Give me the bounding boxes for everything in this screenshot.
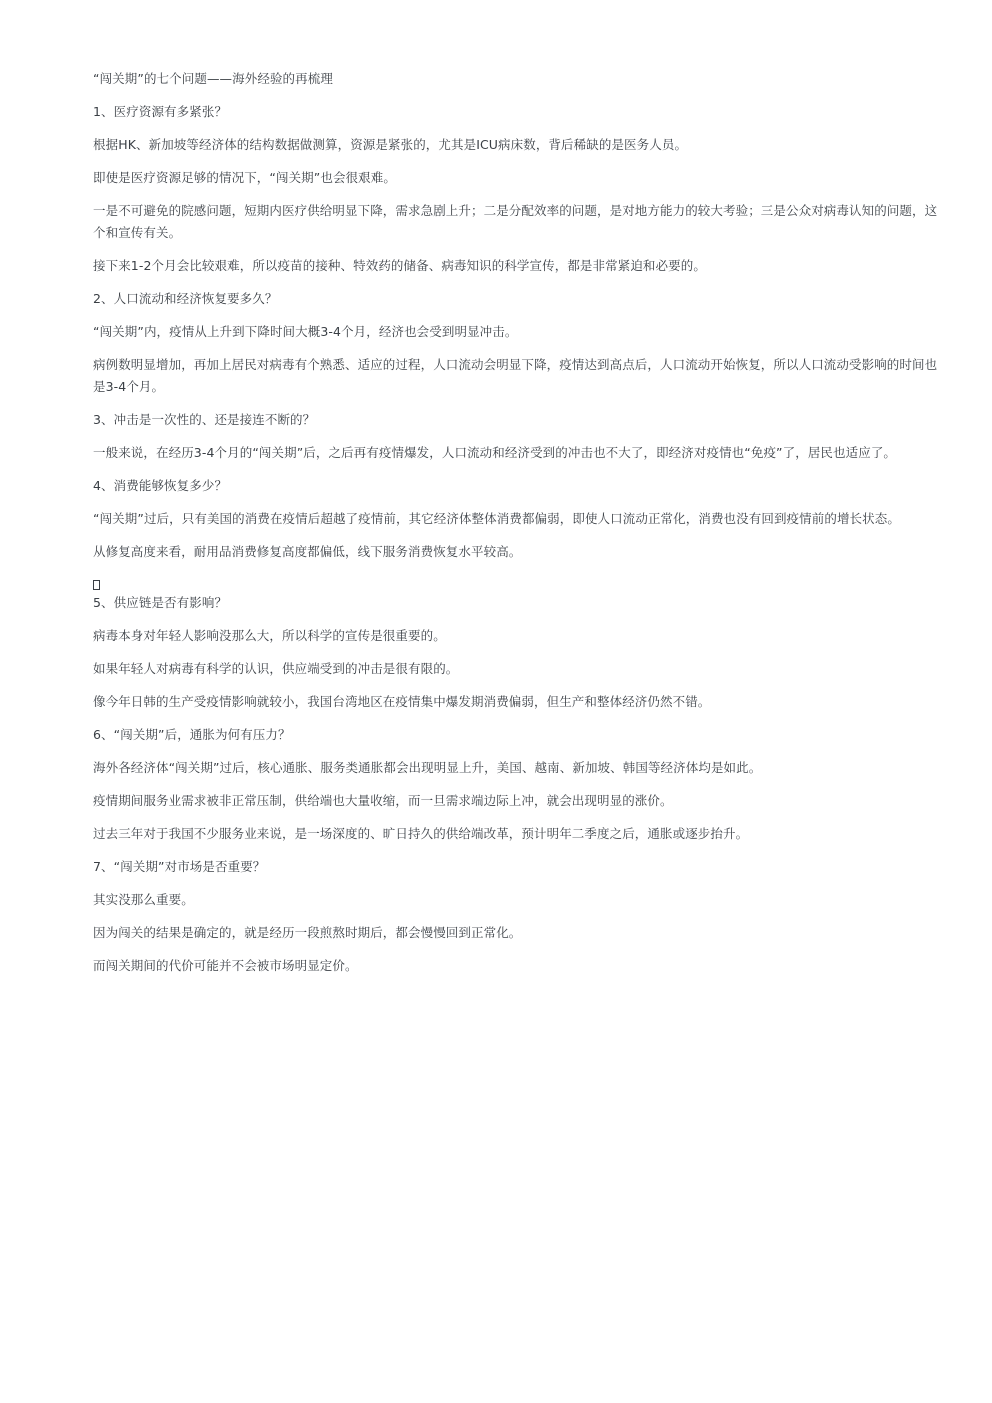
question-heading-4: 4、消费能够恢复多少？	[93, 478, 228, 493]
paragraph: 疫情期间服务业需求被非正常压制，供给端也大量收缩，而一旦需求端边际上冲，就会出现明显的涨价。	[93, 793, 673, 808]
paragraph: 病例数明显增加，再加上居民对病毒有个熟悉、适应的过程，人口流动会明显下降，疫情达到高点后，人口流动开始恢复，所以人口流动受影响的时间也是3-4个月。	[93, 357, 938, 394]
missing-glyph-box-icon	[93, 580, 100, 590]
paragraph: 如果年轻人对病毒有科学的认识，供应端受到的冲击是很有限的。	[93, 661, 459, 676]
paragraph: 因为闯关的结果是确定的，就是经历一段煎熬时期后，都会慢慢回到正常化。	[93, 925, 522, 940]
question-heading-1: 1、医疗资源有多紧张？	[93, 104, 228, 119]
question-heading-6: 6、“闯关期”后，通胀为何有压力？	[93, 727, 291, 742]
question-heading-5: 5、供应链是否有影响？	[93, 595, 228, 610]
paragraph: 根据HK、新加坡等经济体的结构数据做测算，资源是紧张的，尤其是ICU病床数，背后稀缺的是医务人员。	[93, 137, 688, 152]
paragraph: 病毒本身对年轻人影响没那么大，所以科学的宣传是很重要的。	[93, 628, 446, 643]
paragraph: 其实没那么重要。	[93, 892, 194, 907]
paragraph: 像今年日韩的生产受疫情影响就较小，我国台湾地区在疫情集中爆发期消费偏弱，但生产和整体经济仍然不错。	[93, 694, 711, 709]
paragraph: 海外各经济体“闯关期”过后，核心通胀、服务类通胀都会出现明显上升，美国、越南、新加坡、韩国等经济体均是如此。	[93, 760, 762, 775]
paragraph: 一般来说，在经历3-4个月的“闯关期”后，之后再有疫情爆发，人口流动和经济受到的冲击也不大了，即经济对疫情也“免疫”了，居民也适应了。	[93, 445, 897, 460]
document-body	[93, 68, 945, 988]
paragraph: “闯关期”内，疫情从上升到下降时间大概3-4个月，经济也会受到明显冲击。	[93, 324, 518, 339]
paragraph: 一是不可避免的院感问题，短期内医疗供给明显下降，需求急剧上升；二是分配效率的问题，是对地方能力的较大考验；三是公众对病毒认知的问题，这个和宣传有关。	[93, 203, 938, 240]
paragraph: 接下来1-2个月会比较艰难，所以疫苗的接种、特效药的储备、病毒知识的科学宣传，都是非常紧迫和必要的。	[93, 258, 706, 273]
paragraph: “闯关期”过后，只有美国的消费在疫情后超越了疫情前，其它经济体整体消费都偏弱，即使人口流动正常化，消费也没有回到疫情前的增长状态。	[93, 511, 900, 526]
paragraph: 从修复高度来看，耐用品消费修复高度都偏低，线下服务消费恢复水平较高。	[93, 544, 522, 559]
paragraph: 即使是医疗资源足够的情况下，“闯关期”也会很艰难。	[93, 170, 396, 185]
paragraph: 而闯关期间的代价可能并不会被市场明显定价。	[93, 958, 358, 973]
question-heading-2: 2、人口流动和经济恢复要多久？	[93, 291, 278, 306]
question-heading-7: 7、“闯关期”对市场是否重要？	[93, 859, 266, 874]
missing-glyph-icon	[93, 574, 945, 592]
question-heading-3: 3、冲击是一次性的、还是接连不断的？	[93, 412, 316, 427]
paragraph: 过去三年对于我国不少服务业来说，是一场深度的、旷日持久的供给端改革，预计明年二季度之后，通胀或逐步抬升。	[93, 826, 749, 841]
document-title: “闯关期”的七个问题——海外经验的再梳理	[93, 71, 333, 86]
